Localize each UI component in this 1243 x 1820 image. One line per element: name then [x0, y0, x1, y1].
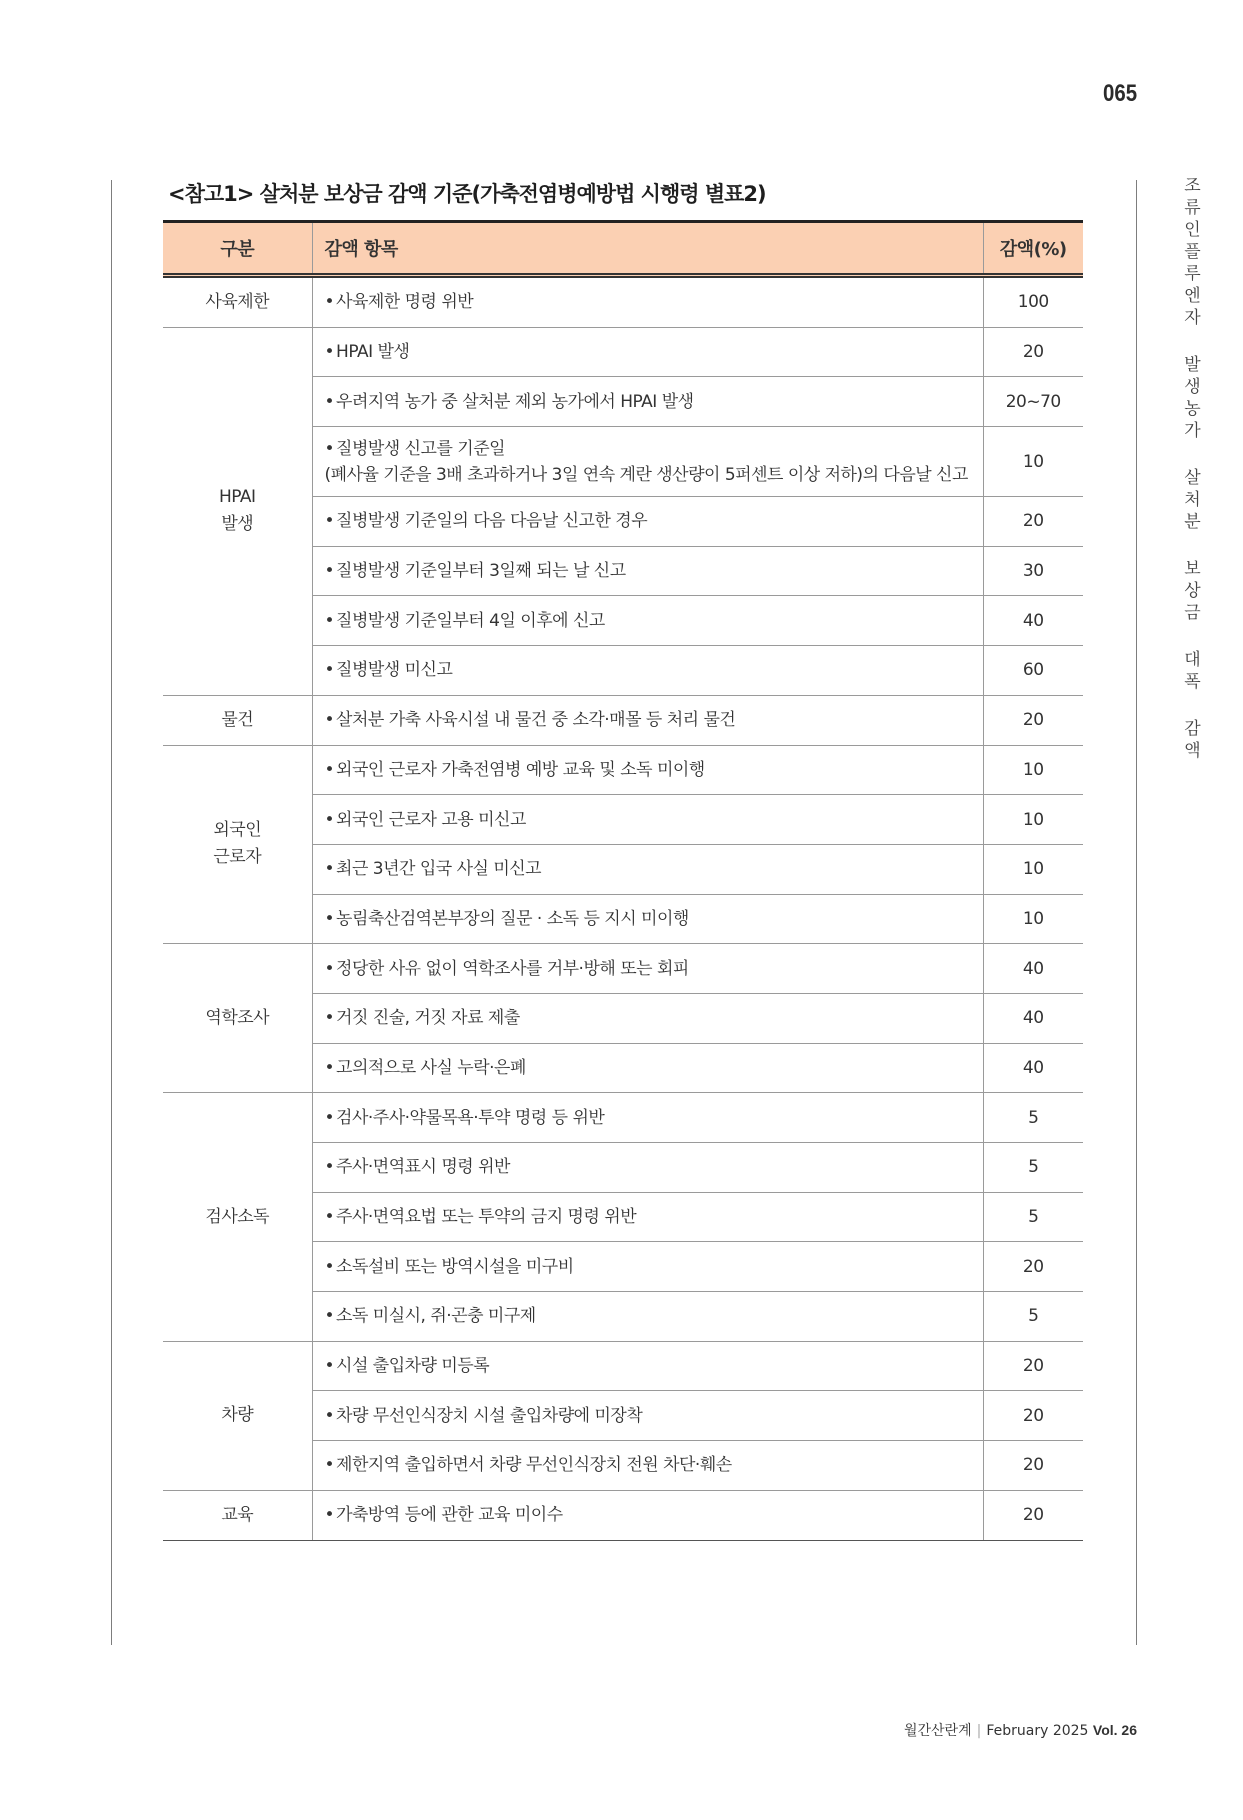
- bullet-icon: •: [324, 1455, 335, 1476]
- item-cell: [312, 745, 983, 795]
- percent-cell: 100: [983, 276, 1083, 328]
- percent-cell: 40: [983, 596, 1083, 646]
- item-text: 외국인 근로자 고용 미신고: [336, 809, 526, 830]
- item-text: 질병발생 기준일부터 4일 이후에 신고: [336, 610, 605, 631]
- category-cell: 사육제한: [163, 276, 312, 328]
- item-text: HPAI 발생: [336, 342, 410, 363]
- item-text: 살처분 가축 사육시설 내 물건 중 소각·매몰 등 처리 물건: [336, 710, 736, 731]
- percent-cell: 20: [983, 1441, 1083, 1491]
- item-cell: [312, 327, 983, 377]
- item-text: 차량 무선인식장치 시설 출입차량에 미장착: [336, 1405, 643, 1426]
- bullet-icon: •: [324, 610, 335, 631]
- percent-cell: 5: [983, 1143, 1083, 1193]
- percent-cell: 20: [983, 695, 1083, 745]
- table-row: [163, 1341, 1083, 1391]
- item-text: 주사·면역요법 또는 투약의 금지 명령 위반: [336, 1207, 637, 1228]
- percent-cell: 10: [983, 427, 1083, 497]
- item-text: 제한지역 출입하면서 차량 무선인식장치 전원 차단·훼손: [336, 1455, 732, 1476]
- reduction-criteria-table: [163, 220, 1083, 1541]
- item-cell: [312, 1143, 983, 1193]
- percent-cell: 10: [983, 844, 1083, 894]
- right-margin-rule: [1136, 180, 1137, 1645]
- item-text: 농림축산검역본부장의 질문 · 소독 등 지시 미이행: [336, 908, 689, 929]
- bullet-icon: •: [324, 342, 335, 363]
- header-item: 감액 항목: [312, 222, 983, 276]
- item-text: 거짓 진술, 거짓 자료 제출: [336, 1008, 520, 1029]
- item-cell: [312, 1341, 983, 1391]
- bullet-icon: •: [324, 759, 335, 780]
- percent-cell: 20: [983, 1490, 1083, 1540]
- table-title: <참고1> 살처분 보상금 감액 기준(가축전염병예방법 시행령 별표2): [168, 182, 766, 206]
- category-cell: 역학조사: [163, 944, 312, 1093]
- item-text: 소독설비 또는 방역시설을 미구비: [336, 1256, 574, 1277]
- item-text: 질병발생 미신고: [336, 660, 453, 681]
- bullet-icon: •: [324, 1008, 335, 1029]
- percent-cell: 60: [983, 646, 1083, 696]
- bullet-icon: •: [324, 1256, 335, 1277]
- item-cell: [312, 844, 983, 894]
- percent-cell: 10: [983, 795, 1083, 845]
- table-row: [163, 1093, 1083, 1143]
- item-cell: [312, 1192, 983, 1242]
- item-text: 가축방역 등에 관한 교육 미이수: [336, 1505, 563, 1526]
- percent-cell: 5: [983, 1292, 1083, 1342]
- table-row: [163, 944, 1083, 994]
- bullet-icon: •: [324, 1057, 335, 1078]
- table-row: [163, 695, 1083, 745]
- percent-cell: 40: [983, 944, 1083, 994]
- footer-separator: |: [976, 1723, 982, 1739]
- item-text: 질병발생 기준일부터 3일째 되는 날 신고: [336, 561, 626, 582]
- percent-cell: 5: [983, 1192, 1083, 1242]
- table-header-row: [163, 222, 1083, 276]
- percent-cell: 10: [983, 894, 1083, 944]
- item-cell: [312, 1441, 983, 1491]
- percent-cell: 10: [983, 745, 1083, 795]
- item-cell: [312, 795, 983, 845]
- issue-date: February 2025: [986, 1723, 1089, 1739]
- item-text: 우려지역 농가 중 살처분 제외 농가에서 HPAI 발생: [336, 391, 694, 412]
- item-cell: [312, 1391, 983, 1441]
- item-cell: [312, 497, 983, 547]
- item-text: 주사·면역표시 명령 위반: [336, 1157, 510, 1178]
- percent-cell: 20~70: [983, 377, 1083, 427]
- item-cell: [312, 276, 983, 328]
- item-cell: [312, 646, 983, 696]
- category-cell: 교육: [163, 1490, 312, 1540]
- item-text: 정당한 사유 없이 역학조사를 거부·방해 또는 회피: [336, 958, 689, 979]
- item-text: 소독 미실시, 쥐·곤충 미구제: [336, 1306, 536, 1327]
- item-text: 고의적으로 사실 누락·은폐: [336, 1057, 526, 1078]
- item-text: 검사·주사·약물목욕·투약 명령 등 위반: [336, 1107, 605, 1128]
- item-cell: [312, 1490, 983, 1540]
- bullet-icon: •: [324, 1505, 335, 1526]
- bullet-icon: •: [324, 1405, 335, 1426]
- table-row: [163, 745, 1083, 795]
- item-text: 시설 출입차량 미등록: [336, 1356, 490, 1377]
- item-cell: [312, 944, 983, 994]
- item-cell: [312, 427, 983, 497]
- percent-cell: 20: [983, 1341, 1083, 1391]
- percent-cell: 20: [983, 1242, 1083, 1292]
- percent-cell: 40: [983, 993, 1083, 1043]
- item-cell: [312, 1043, 983, 1093]
- bullet-icon: •: [324, 660, 335, 681]
- item-cell: [312, 546, 983, 596]
- bullet-icon: •: [324, 292, 335, 313]
- category-cell: 외국인 근로자: [163, 745, 312, 944]
- item-text: 질병발생 기준일의 다음 다음날 신고한 경우: [336, 511, 648, 532]
- percent-cell: 5: [983, 1093, 1083, 1143]
- category-cell: 차량: [163, 1341, 312, 1490]
- item-text: 외국인 근로자 가축전염병 예방 교육 및 소독 미이행: [336, 759, 705, 780]
- volume-number: Vol. 26: [1092, 1722, 1137, 1738]
- bullet-icon: •: [324, 561, 335, 582]
- item-cell: [312, 894, 983, 944]
- category-cell: 물건: [163, 695, 312, 745]
- side-article-title: 조류인플루엔자 발생농가 살처분 보상금 대폭 감액: [1180, 176, 1200, 763]
- category-cell: HPAI 발생: [163, 327, 312, 695]
- item-cell: [312, 1093, 983, 1143]
- item-cell: [312, 377, 983, 427]
- bullet-icon: •: [324, 809, 335, 830]
- item-text: 질병발생 신고를 기준일: [336, 438, 506, 459]
- item-text: 최근 3년간 입국 사실 미신고: [336, 859, 542, 880]
- bullet-icon: •: [324, 1306, 335, 1327]
- percent-cell: 30: [983, 546, 1083, 596]
- page-number: 065: [1102, 80, 1137, 107]
- item-cell: [312, 993, 983, 1043]
- percent-cell: 20: [983, 1391, 1083, 1441]
- bullet-icon: •: [324, 859, 335, 880]
- bullet-icon: •: [324, 710, 335, 731]
- magazine-name: 월간산란계: [903, 1723, 972, 1739]
- item-cell: [312, 1292, 983, 1342]
- bullet-icon: •: [324, 438, 335, 459]
- table-row: [163, 276, 1083, 328]
- item-text: 사육제한 명령 위반: [336, 292, 474, 313]
- table-body: [163, 276, 1083, 1541]
- item-cell: [312, 695, 983, 745]
- left-margin-rule: [111, 180, 112, 1645]
- item-detail: (폐사율 기준을 3배 초과하거나 3일 연속 계란 생산량이 5퍼센트 이상 저하)의 다음날 신고: [324, 464, 968, 485]
- bullet-icon: •: [324, 511, 335, 532]
- header-category: 구분: [163, 222, 312, 276]
- bullet-icon: •: [324, 958, 335, 979]
- header-percent: 감액(%): [983, 222, 1083, 276]
- item-cell: [312, 596, 983, 646]
- item-cell: [312, 1242, 983, 1292]
- percent-cell: 40: [983, 1043, 1083, 1093]
- bullet-icon: •: [324, 391, 335, 412]
- bullet-icon: •: [324, 1356, 335, 1377]
- percent-cell: 20: [983, 497, 1083, 547]
- bullet-icon: •: [324, 908, 335, 929]
- bullet-icon: •: [324, 1207, 335, 1228]
- category-cell: 검사소독: [163, 1093, 312, 1341]
- bullet-icon: •: [324, 1157, 335, 1178]
- page-footer: [904, 1720, 1137, 1740]
- table-row: [163, 327, 1083, 377]
- table-row: [163, 1490, 1083, 1540]
- bullet-icon: •: [324, 1107, 335, 1128]
- percent-cell: 20: [983, 327, 1083, 377]
